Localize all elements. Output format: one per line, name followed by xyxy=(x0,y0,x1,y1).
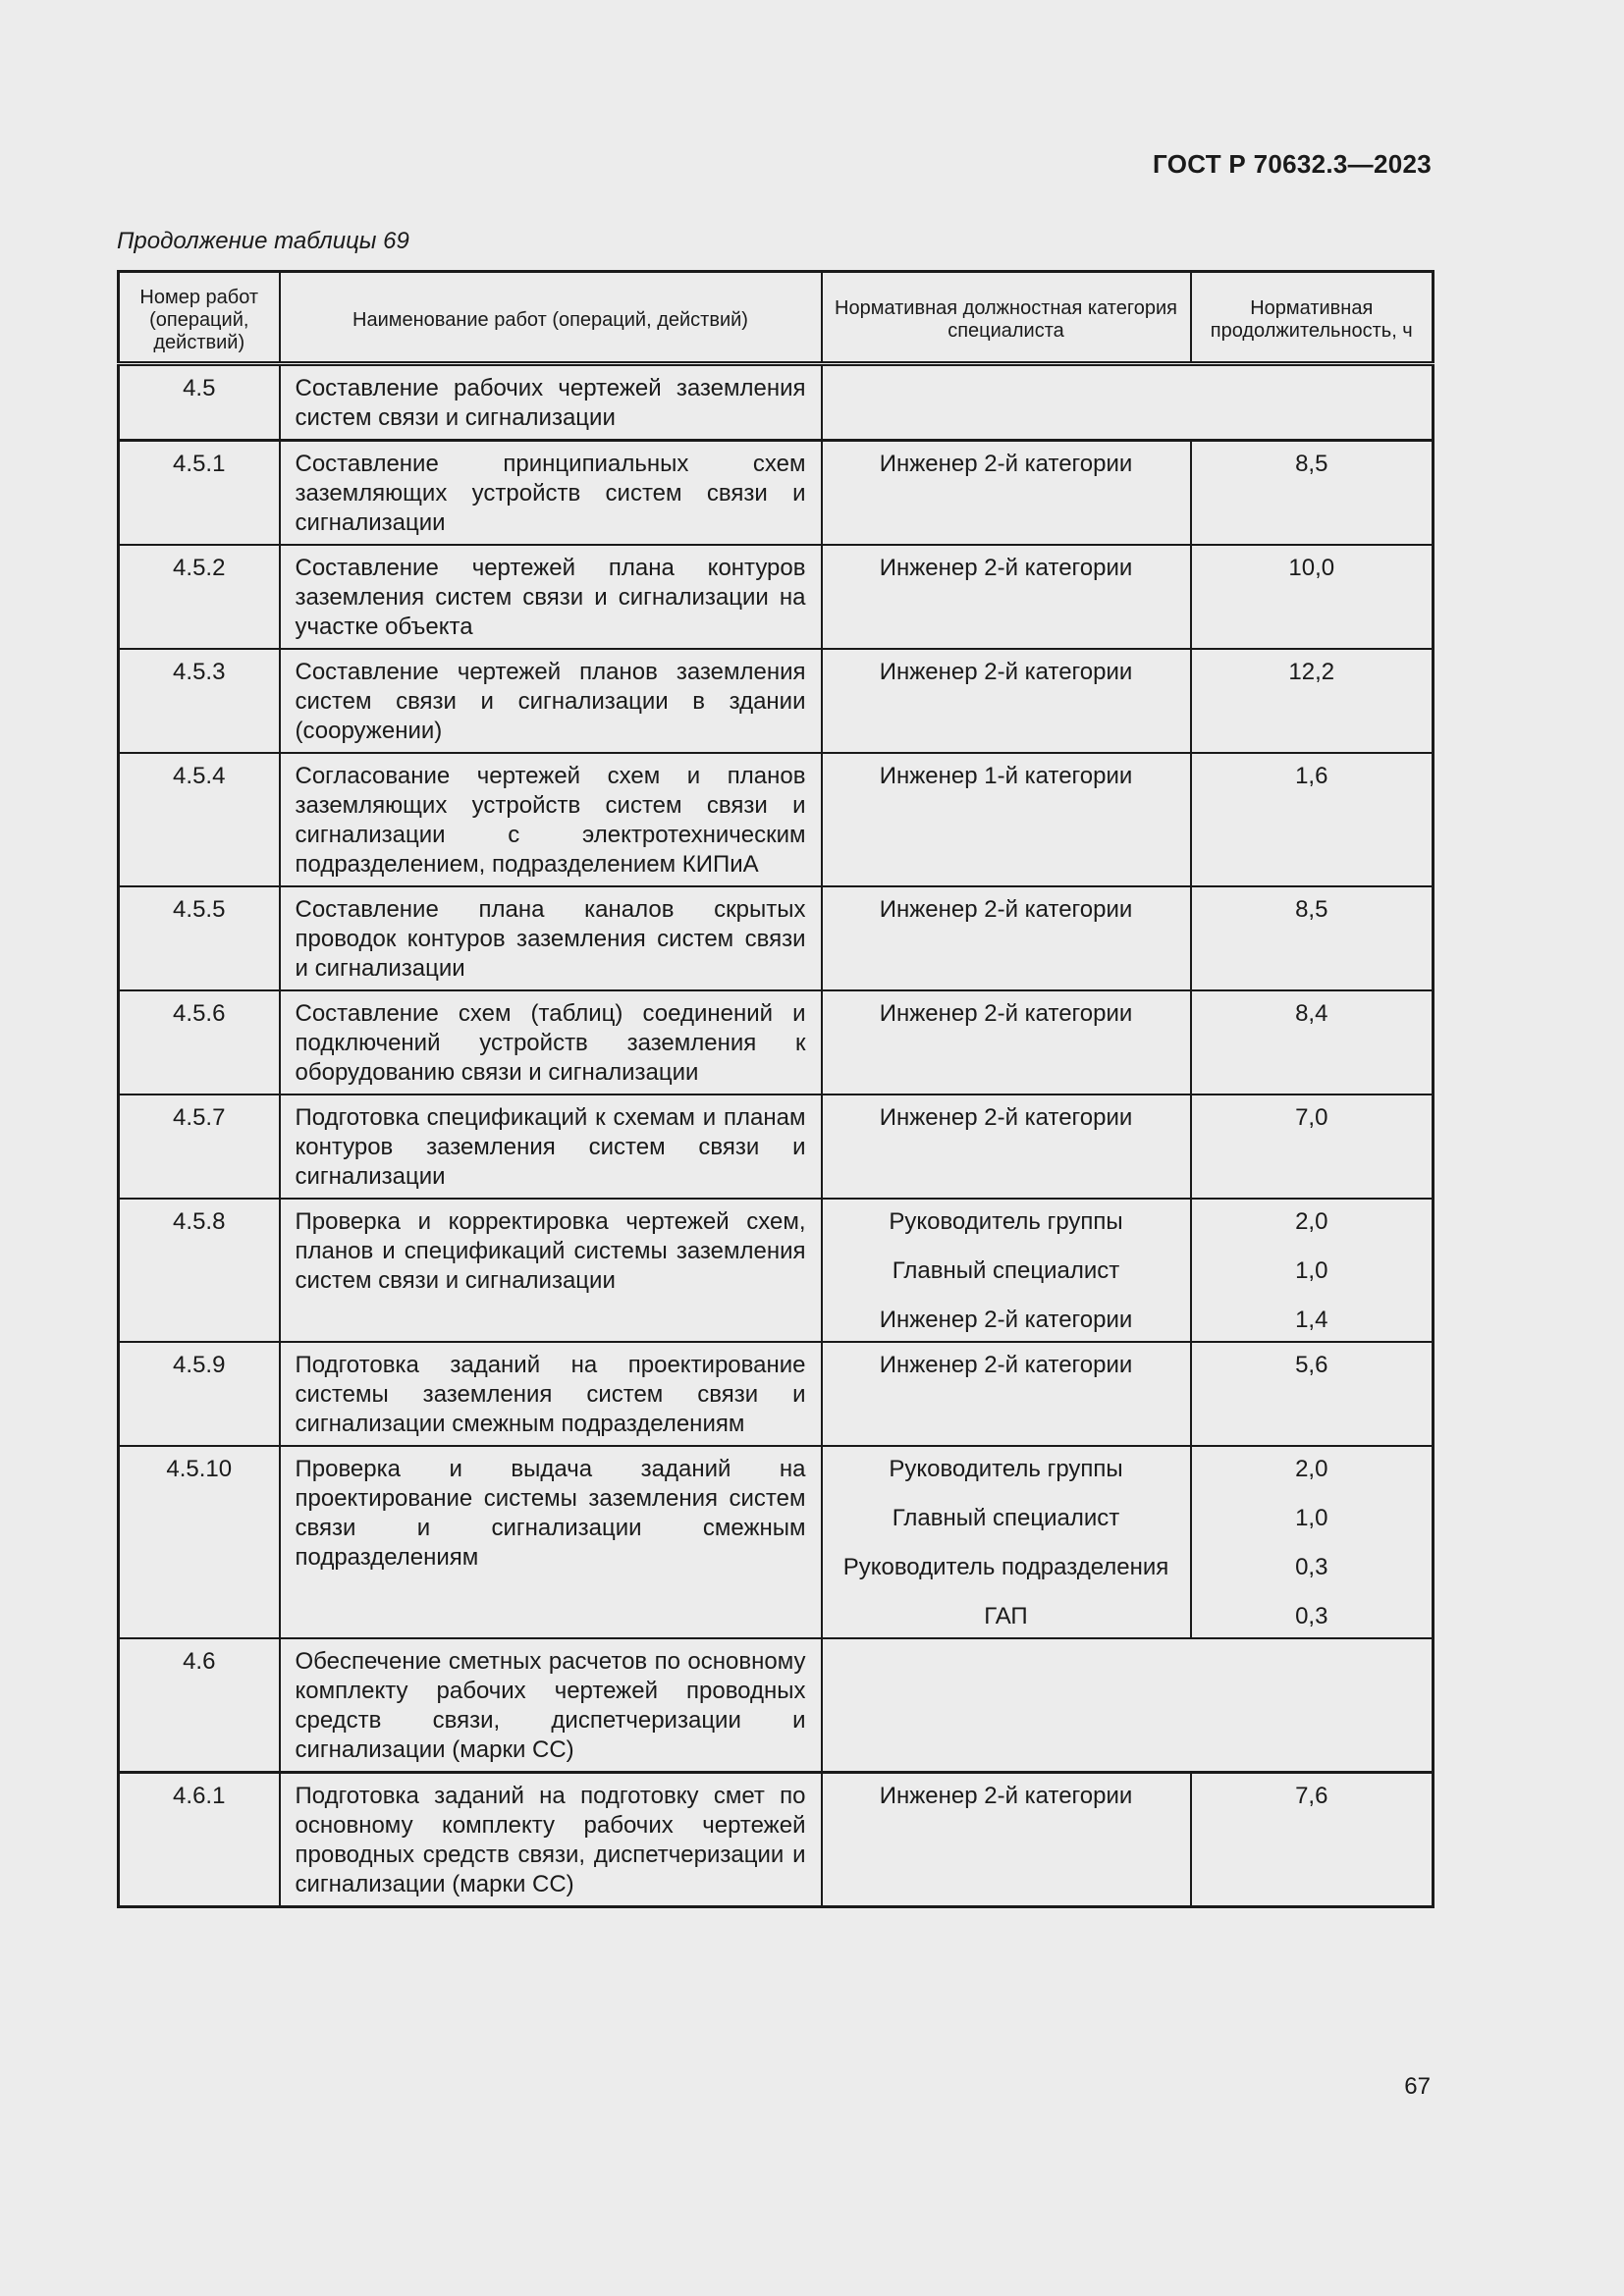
table-row xyxy=(119,1342,1434,1446)
duration-cell xyxy=(1191,886,1434,990)
table-row xyxy=(119,1638,1434,1773)
table-header-row xyxy=(119,272,1434,364)
duration-cell xyxy=(1191,649,1434,753)
work-number-cell: 4.5.5 xyxy=(119,886,280,990)
table-caption: Продолжение таблицы 69 xyxy=(117,228,409,254)
duration-cell xyxy=(1191,1773,1434,1907)
specialist-category: Руководитель группы xyxy=(889,1208,1123,1235)
duration-value: 8,5 xyxy=(1295,896,1328,923)
table-row xyxy=(119,1095,1434,1199)
column-header-duration: Нормативная продолжительность, ч xyxy=(1191,272,1434,364)
work-number-cell: 4.5 xyxy=(119,364,280,441)
column-header-number: Номер работ (операций, действий) xyxy=(119,272,280,364)
page-number: 67 xyxy=(1404,2073,1431,2100)
work-number-cell: 4.5.4 xyxy=(119,753,280,886)
work-number-cell: 4.5.1 xyxy=(119,441,280,546)
specialist-category: Главный специалист xyxy=(892,1505,1120,1531)
work-name-cell: Проверка и выдача заданий на проектирование системы заземления систем связи и сигнализации смежным подразделениям xyxy=(280,1446,822,1638)
duration-cell xyxy=(1191,990,1434,1095)
empty-merged-cell xyxy=(822,1638,1434,1773)
duration-cell xyxy=(1191,1199,1434,1342)
work-number-cell: 4.5.10 xyxy=(119,1446,280,1638)
work-name-cell: Согласование чертежей схем и планов заземляющих устройств систем связи и сигнализации с электротехническим подразделением, подразделением КИПиА xyxy=(280,753,822,886)
specialist-category: Инженер 2-й категории xyxy=(879,1352,1133,1378)
duration-value: 8,4 xyxy=(1295,1000,1328,1027)
empty-merged-cell xyxy=(822,364,1434,441)
norms-table xyxy=(117,270,1435,1908)
work-name-cell: Обеспечение сметных расчетов по основному комплекту рабочих чертежей проводных средств связи, диспетчеризации и сигнализации (марки СС) xyxy=(280,1638,822,1773)
work-name-cell: Проверка и корректировка чертежей схем, планов и спецификаций системы заземления систем связи и сигнализации xyxy=(280,1199,822,1342)
column-header-category: Нормативная должностная категория специалиста xyxy=(822,272,1191,364)
work-number-cell: 4.5.7 xyxy=(119,1095,280,1199)
document-code: ГОСТ Р 70632.3—2023 xyxy=(1153,149,1432,179)
duration-value: 1,0 xyxy=(1295,1257,1328,1284)
specialist-category: Инженер 2-й категории xyxy=(879,1104,1133,1131)
specialist-category-cell xyxy=(822,649,1191,753)
specialist-category: Инженер 1-й категории xyxy=(879,763,1133,789)
specialist-category: Руководитель подразделения xyxy=(842,1554,1169,1580)
specialist-category: Инженер 2-й категории xyxy=(879,451,1133,477)
duration-value: 1,0 xyxy=(1295,1505,1328,1531)
work-number-cell: 4.5.2 xyxy=(119,545,280,649)
specialist-category: Инженер 2-й категории xyxy=(879,1307,1133,1333)
work-number-cell: 4.6 xyxy=(119,1638,280,1773)
table-row xyxy=(119,649,1434,753)
duration-cell xyxy=(1191,545,1434,649)
work-number-cell: 4.5.9 xyxy=(119,1342,280,1446)
work-number-cell: 4.6.1 xyxy=(119,1773,280,1907)
specialist-category: ГАП xyxy=(984,1603,1028,1629)
duration-value: 7,0 xyxy=(1295,1104,1328,1131)
duration-cell xyxy=(1191,1095,1434,1199)
specialist-category-cell xyxy=(822,1773,1191,1907)
table-row xyxy=(119,1773,1434,1907)
specialist-category-cell xyxy=(822,753,1191,886)
work-number-cell: 4.5.6 xyxy=(119,990,280,1095)
duration-cell xyxy=(1191,441,1434,546)
duration-cell xyxy=(1191,1446,1434,1638)
work-name-cell: Составление чертежей плана контуров заземления систем связи и сигнализации на участке объекта xyxy=(280,545,822,649)
specialist-category-cell xyxy=(822,1199,1191,1342)
specialist-category-cell xyxy=(822,441,1191,546)
table-row xyxy=(119,753,1434,886)
work-name-cell: Подготовка заданий на подготовку смет по основному комплекту рабочих чертежей проводных средств связи, диспетчеризации и сигнализации (марки СС) xyxy=(280,1773,822,1907)
work-number-cell: 4.5.8 xyxy=(119,1199,280,1342)
work-name-cell: Составление схем (таблиц) соединений и подключений устройств заземления к оборудованию связи и сигнализации xyxy=(280,990,822,1095)
table-row xyxy=(119,364,1434,441)
specialist-category-cell xyxy=(822,990,1191,1095)
duration-value: 0,3 xyxy=(1295,1603,1328,1629)
work-name-cell: Подготовка спецификаций к схемам и планам контуров заземления систем связи и сигнализации xyxy=(280,1095,822,1199)
specialist-category-cell xyxy=(822,1446,1191,1638)
duration-value: 5,6 xyxy=(1295,1352,1328,1378)
table-row xyxy=(119,441,1434,546)
duration-value: 10,0 xyxy=(1288,555,1335,581)
table-row xyxy=(119,886,1434,990)
duration-cell xyxy=(1191,1342,1434,1446)
specialist-category-cell xyxy=(822,545,1191,649)
duration-value: 12,2 xyxy=(1288,659,1335,685)
table-row xyxy=(119,1446,1434,1638)
duration-value: 1,6 xyxy=(1295,763,1328,789)
specialist-category-cell xyxy=(822,1342,1191,1446)
specialist-category: Главный специалист xyxy=(892,1257,1120,1284)
specialist-category: Инженер 2-й категории xyxy=(879,659,1133,685)
duration-value: 1,4 xyxy=(1295,1307,1328,1333)
table-row xyxy=(119,990,1434,1095)
specialist-category-cell xyxy=(822,1095,1191,1199)
work-name-cell: Составление чертежей планов заземления систем связи и сигнализации в здании (сооружении) xyxy=(280,649,822,753)
table-body xyxy=(119,364,1434,1907)
specialist-category: Инженер 2-й категории xyxy=(879,555,1133,581)
specialist-category: Руководитель группы xyxy=(889,1456,1123,1482)
table-row xyxy=(119,1199,1434,1342)
specialist-category: Инженер 2-й категории xyxy=(879,1783,1133,1809)
duration-value: 2,0 xyxy=(1295,1456,1328,1482)
work-name-cell: Подготовка заданий на проектирование системы заземления систем связи и сигнализации смежным подразделениям xyxy=(280,1342,822,1446)
work-name-cell: Составление рабочих чертежей заземления систем связи и сигнализации xyxy=(280,364,822,441)
table-row xyxy=(119,545,1434,649)
duration-value: 0,3 xyxy=(1295,1554,1328,1580)
duration-value: 7,6 xyxy=(1295,1783,1328,1809)
column-header-name: Наименование работ (операций, действий) xyxy=(280,272,822,364)
duration-cell xyxy=(1191,753,1434,886)
specialist-category-cell xyxy=(822,886,1191,990)
specialist-category: Инженер 2-й категории xyxy=(879,896,1133,923)
work-name-cell: Составление плана каналов скрытых проводок контуров заземления систем связи и сигнализации xyxy=(280,886,822,990)
specialist-category: Инженер 2-й категории xyxy=(879,1000,1133,1027)
duration-value: 2,0 xyxy=(1295,1208,1328,1235)
work-name-cell: Составление принципиальных схем заземляющих устройств систем связи и сигнализации xyxy=(280,441,822,546)
duration-value: 8,5 xyxy=(1295,451,1328,477)
work-number-cell: 4.5.3 xyxy=(119,649,280,753)
